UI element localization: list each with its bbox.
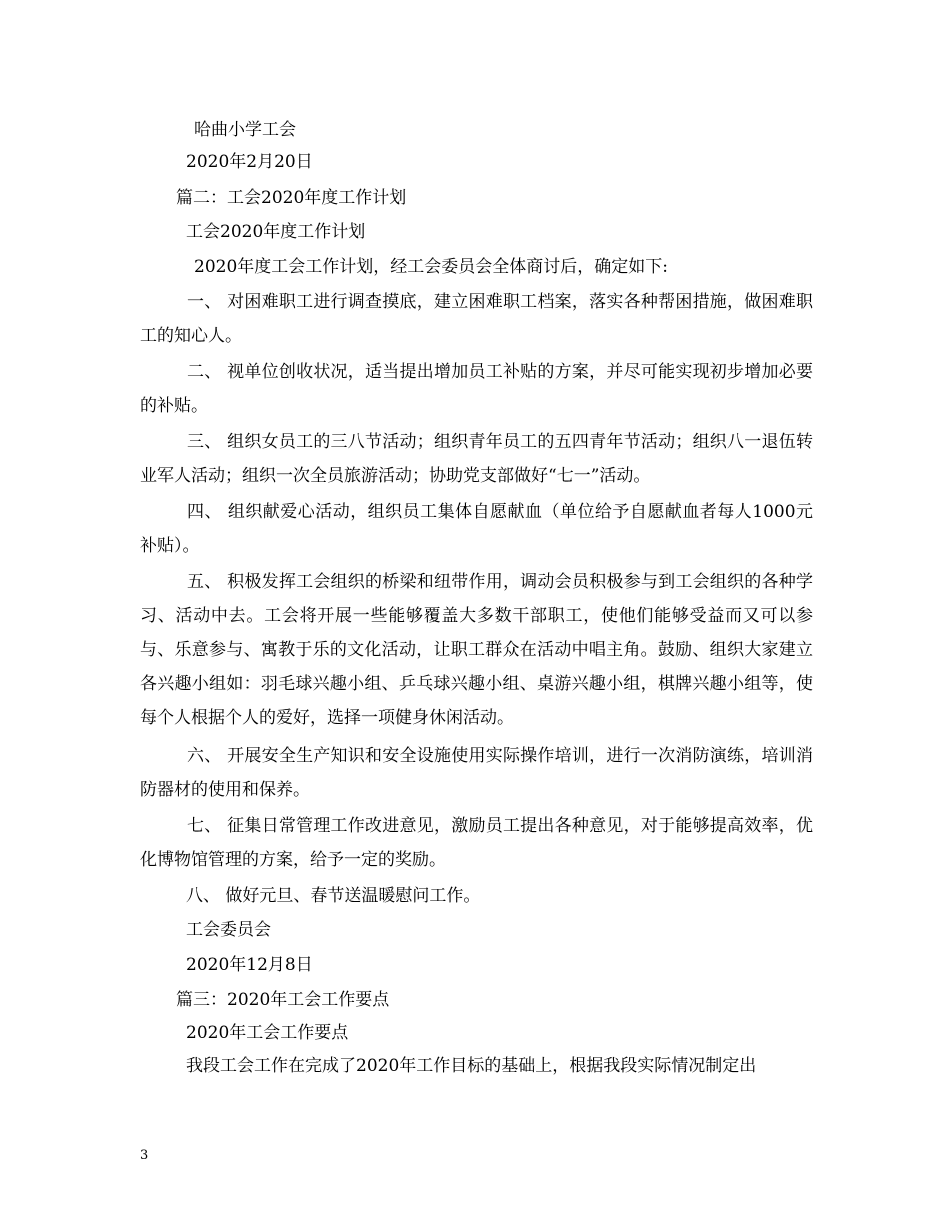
plan-item-1: 一、 对困难职工进行调查摸底，建立困难职工档案，落实各种帮困措施，做困难职工的知心人。 xyxy=(140,292,813,346)
plan-item-7: 七、 征集日常管理工作改进意见，激励员工提出各种意见，对于能够提高效率，优化博物馆管理的方案，给予一定的奖励。 xyxy=(140,816,813,870)
signature-date-1: 2020年2月20日 xyxy=(186,152,313,172)
section-3-intro: 我段工会工作在完成了2020年工作目标的基础上，根据我段实际情况制定出 xyxy=(186,1056,757,1076)
section-2-title: 工会2020年度工作计划 xyxy=(186,222,366,242)
plan-item-4: 四、 组织献爱心活动，组织员工集体自愿献血（单位给予自愿献血者每人1000元补贴）。 xyxy=(140,502,813,556)
signature-date-2: 2020年12月8日 xyxy=(186,955,313,975)
signature-org-2: 工会委员会 xyxy=(186,920,271,940)
plan-item-3: 三、 组织女员工的三八节活动；组织青年员工的五四青年节活动；组织八一退伍转业军人活动；组织一次全员旅游活动；协助党支部做好“七一”活动。 xyxy=(140,432,813,486)
plan-item-8: 八、 做好元旦、春节送温暖慰问工作。 xyxy=(186,886,481,906)
plan-item-6: 六、 开展安全生产知识和安全设施使用实际操作培训，进行一次消防演练，培训消防器材的使用和保养。 xyxy=(140,746,813,800)
plan-item-5: 五、 积极发挥工会组织的桥梁和纽带作用，调动会员积极参与到工会组织的各种学习、活动中去。工会将开展一些能够覆盖大多数干部职工，使他们能够受益而又可以参与、乐意参与、寓教于乐的文化活动，让职工群众在活动中唱主角。鼓励、组织大家建立各兴趣小组如：羽毛球兴趣小组、乒乓球兴趣小组、桌游兴趣小组，棋牌兴趣小组等，使每个人根据个人的爱好，选择一项健身休闲活动。 xyxy=(140,572,813,728)
page-number: 3 xyxy=(140,1148,149,1163)
section-3-title: 2020年工会工作要点 xyxy=(186,1023,349,1043)
section-3-heading: 篇三：2020年工会工作要点 xyxy=(176,990,390,1010)
section-2-intro: 2020年度工会工作计划，经工会委员会全体商讨后，确定如下: xyxy=(194,257,668,277)
signature-org-1: 哈曲小学工会 xyxy=(194,120,296,140)
plan-item-2: 二、 视单位创收状况，适当提出增加员工补贴的方案，并尽可能实现初步增加必要的补贴。 xyxy=(140,362,813,416)
section-2-heading: 篇二：工会2020年度工作计划 xyxy=(176,188,407,208)
